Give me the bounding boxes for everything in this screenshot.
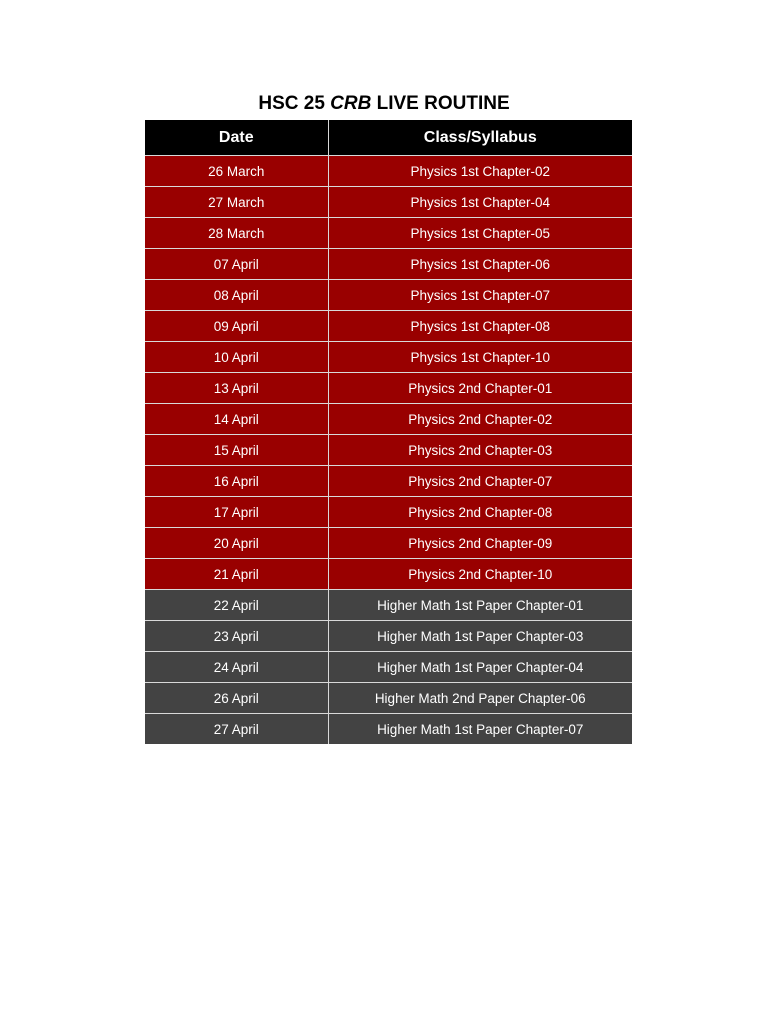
table-row: [145, 714, 632, 745]
class-syllabus-cell: Higher Math 1st Paper Chapter-04: [328, 652, 632, 683]
date-cell: 21 April: [145, 559, 328, 590]
class-syllabus-cell: Physics 1st Chapter-08: [328, 311, 632, 342]
header-date: Date: [145, 120, 328, 156]
class-syllabus-cell: Higher Math 1st Paper Chapter-01: [328, 590, 632, 621]
table-row: [145, 528, 632, 559]
date-cell: 17 April: [145, 497, 328, 528]
table-row: [145, 342, 632, 373]
table-row: [145, 311, 632, 342]
date-cell: 14 April: [145, 404, 328, 435]
class-syllabus-cell: Physics 1st Chapter-04: [328, 187, 632, 218]
table-body: [145, 156, 632, 745]
table-row: [145, 280, 632, 311]
date-cell: 27 March: [145, 187, 328, 218]
table-row: [145, 559, 632, 590]
date-cell: 26 March: [145, 156, 328, 187]
class-syllabus-cell: Physics 2nd Chapter-08: [328, 497, 632, 528]
header-row: [145, 120, 632, 156]
class-syllabus-cell: Physics 2nd Chapter-07: [328, 466, 632, 497]
class-syllabus-cell: Physics 1st Chapter-05: [328, 218, 632, 249]
table-row: [145, 156, 632, 187]
class-syllabus-cell: Physics 2nd Chapter-03: [328, 435, 632, 466]
table-row: [145, 621, 632, 652]
date-cell: 16 April: [145, 466, 328, 497]
class-syllabus-cell: Higher Math 1st Paper Chapter-03: [328, 621, 632, 652]
title-emphasis: CRB: [330, 93, 372, 114]
table-row: [145, 466, 632, 497]
table-row: [145, 652, 632, 683]
page-title: [0, 92, 768, 116]
date-cell: 15 April: [145, 435, 328, 466]
table-row: [145, 373, 632, 404]
date-cell: 10 April: [145, 342, 328, 373]
table-header: [145, 120, 632, 156]
class-syllabus-cell: Higher Math 2nd Paper Chapter-06: [328, 683, 632, 714]
date-cell: 13 April: [145, 373, 328, 404]
date-cell: 26 April: [145, 683, 328, 714]
date-cell: 27 April: [145, 714, 328, 745]
date-cell: 28 March: [145, 218, 328, 249]
class-syllabus-cell: Physics 1st Chapter-10: [328, 342, 632, 373]
date-cell: 07 April: [145, 249, 328, 280]
table-row: [145, 218, 632, 249]
header-class-syllabus: Class/Syllabus: [328, 120, 632, 156]
date-cell: 22 April: [145, 590, 328, 621]
class-syllabus-cell: Higher Math 1st Paper Chapter-07: [328, 714, 632, 745]
date-cell: 20 April: [145, 528, 328, 559]
table-row: [145, 249, 632, 280]
routine-table: [145, 120, 632, 744]
table-row: [145, 404, 632, 435]
title-prefix: HSC 25: [258, 93, 331, 114]
date-cell: 09 April: [145, 311, 328, 342]
date-cell: 24 April: [145, 652, 328, 683]
table-row: [145, 590, 632, 621]
table-row: [145, 187, 632, 218]
date-cell: 23 April: [145, 621, 328, 652]
table-row: [145, 497, 632, 528]
class-syllabus-cell: Physics 1st Chapter-02: [328, 156, 632, 187]
class-syllabus-cell: Physics 2nd Chapter-10: [328, 559, 632, 590]
table-row: [145, 683, 632, 714]
class-syllabus-cell: Physics 2nd Chapter-09: [328, 528, 632, 559]
title-suffix: LIVE ROUTINE: [371, 93, 510, 114]
date-cell: 08 April: [145, 280, 328, 311]
class-syllabus-cell: Physics 2nd Chapter-02: [328, 404, 632, 435]
class-syllabus-cell: Physics 1st Chapter-07: [328, 280, 632, 311]
class-syllabus-cell: Physics 2nd Chapter-01: [328, 373, 632, 404]
class-syllabus-cell: Physics 1st Chapter-06: [328, 249, 632, 280]
table-row: [145, 435, 632, 466]
